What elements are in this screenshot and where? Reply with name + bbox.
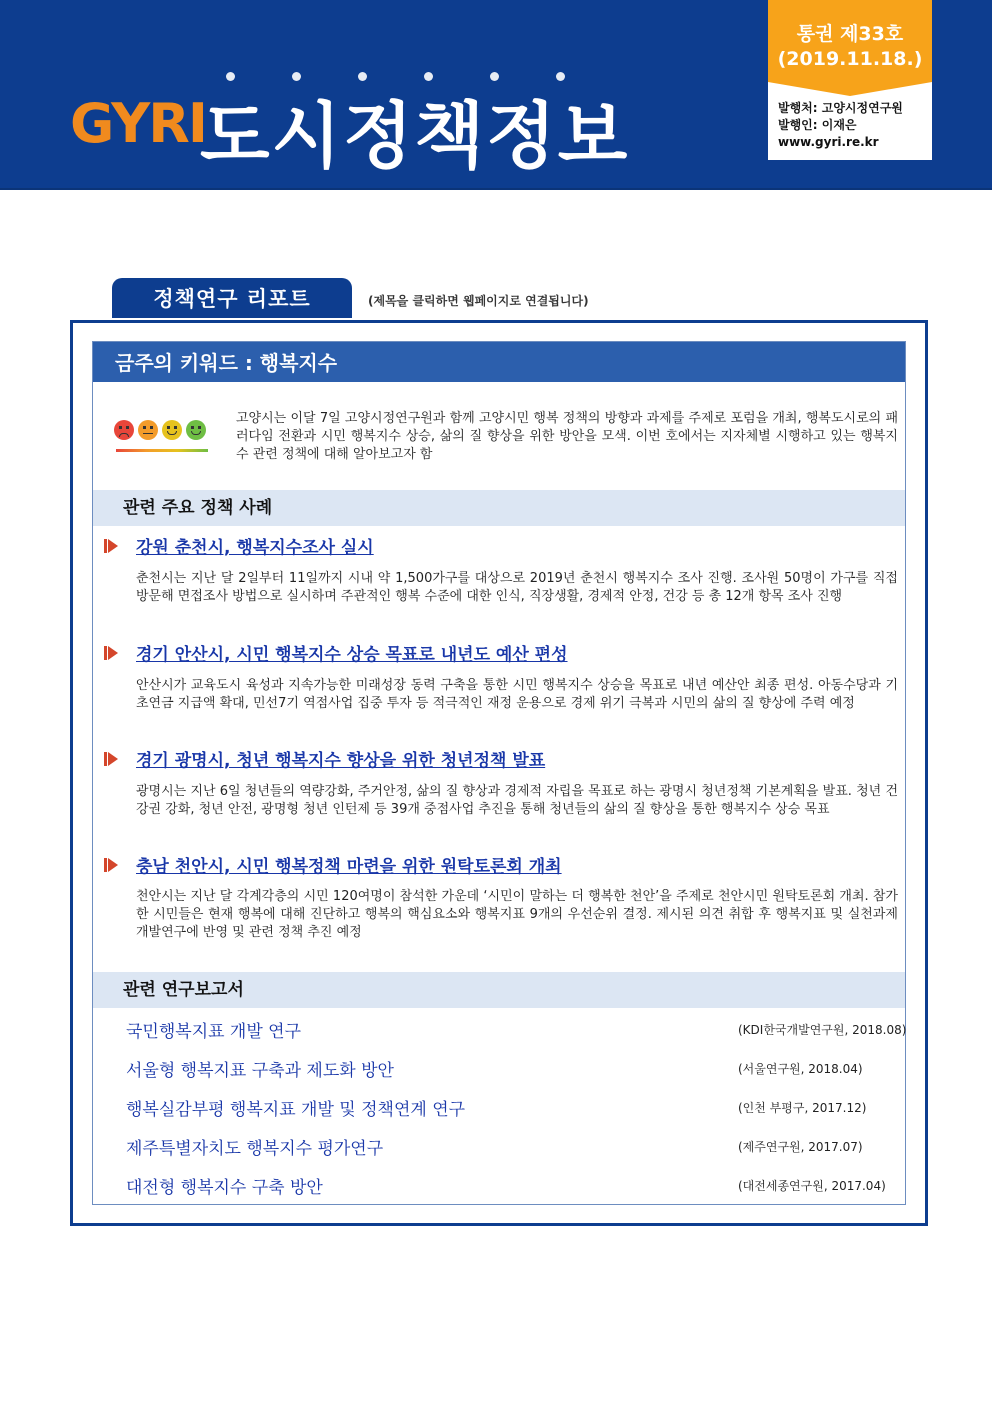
newsletter-title: 도시정책정보 <box>200 94 630 178</box>
happiness-scale-faces-icon <box>112 416 212 460</box>
publisher: 발행처: 고양시정연구원 <box>778 101 903 115</box>
report-title-link[interactable]: 대전형 행복지수 구축 방안 <box>126 1178 323 1198</box>
case-body: 광명시는 지난 6일 청년들의 역량강화, 주거안정, 삶의 질 향상과 경제적 자립을 목표로 하는 광명시 청년정책 기본계획을 발표. 청년 건강권 강화, 청년 안전, 광명형 청년 인턴제 등 39개 중점사업 추진을 통해 청년들의 삶의 질 향상을 통한 행복지수 상승 목표 <box>136 784 898 817</box>
keyword-intro: 고양시는 이달 7일 고양시정연구원과 함께 고양시민 행복 정책의 방향과 과제를 주제로 포럼을 개최, 행복도시로의 패러다임 전환과 시민 행복지수 상승, 삶의 질 향상을 위한 방안을 모색. 이번 호에서는 지자체별 시행하고 있는 행복지수 관련 정책에 대해 알아보고자 함 <box>236 411 898 462</box>
issue-volume: 통권 제33호 <box>796 23 904 45</box>
report-source: (인천 부평구, 2017.12) <box>738 1101 867 1115</box>
editor: 발행인: 이재은 <box>778 118 857 132</box>
keyword-heading: 금주의 키워드 : 행복지수 <box>93 342 905 382</box>
play-bullet-icon <box>104 538 120 554</box>
section-tab-policy-report: 정책연구 리포트 <box>112 278 352 318</box>
report-source: (제주연구원, 2017.07) <box>738 1140 863 1154</box>
case-body: 천안시는 지난 달 각계각층의 시민 120여명이 참석한 가운데 ‘시민이 말하는 더 행복한 천안’을 주제로 천안시민 원탁토론회 개최. 참가한 시민들은 현재 행복에 대해 진단하고 행복의 핵심요소와 행복지표 9개의 우선순위 결정. 제시된 의견 취합 후 행복지표 및 실천과제 개발연구에 반영 및 관련 정책 추진 예정 <box>136 889 898 940</box>
cases-heading: 관련 주요 정책 사례 <box>93 490 905 526</box>
case-title-link[interactable]: 강원 춘천시, 행복지수조사 실시 <box>136 538 374 558</box>
report-title-link[interactable]: 국민행복지표 개발 연구 <box>126 1022 302 1042</box>
case-title-link[interactable]: 충남 천안시, 시민 행복정책 마련을 위한 원탁토론회 개최 <box>136 857 562 877</box>
issue-date: (2019.11.18.) <box>777 48 923 70</box>
case-title-link[interactable]: 경기 광명시, 청년 행복지수 향상을 위한 청년정책 발표 <box>136 751 546 771</box>
gyri-logo: GYRI <box>70 92 206 155</box>
case-title-link[interactable]: 경기 안산시, 시민 행복지수 상승 목표로 내년도 예산 편성 <box>136 645 568 665</box>
issue-badge-point <box>768 82 932 96</box>
tab-note: (제목을 클릭하면 웹페이지로 연결됩니다) <box>368 294 589 308</box>
website-link[interactable]: www.gyri.re.kr <box>778 135 879 149</box>
play-bullet-icon <box>104 645 120 661</box>
publication-info <box>778 100 903 151</box>
report-source: (대전세종연구원, 2017.04) <box>738 1179 886 1193</box>
reports-heading: 관련 연구보고서 <box>93 972 905 1008</box>
report-title-link[interactable]: 행복실감부평 행복지표 개발 및 정책연계 연구 <box>126 1100 466 1120</box>
report-title-link[interactable]: 서울형 행복지표 구축과 제도화 방안 <box>126 1061 394 1081</box>
case-body: 안산시가 교육도시 육성과 지속가능한 미래성장 동력 구축을 통한 시민 행복지수 상승을 목표로 내년 예산안 최종 편성. 아동수당과 기초연금 지급액 확대, 민선7기 역점사업 집중 투자 등 적극적인 재정 운용으로 경제 위기 극복과 시민의 삶의 질 향상에 주력 예정 <box>136 678 898 711</box>
masthead-divider <box>0 188 992 190</box>
report-source: (서울연구원, 2018.04) <box>738 1062 863 1076</box>
case-body: 춘천시는 지난 달 2일부터 11일까지 시내 약 1,500가구를 대상으로 2019년 춘천시 행복지수 조사 진행. 조사원 50명이 가구를 직접 방문해 면접조사 방법으로 실시하며 주관적인 행복 수준에 대한 인식, 직장생활, 경제적 안정, 건강 등 총 12개 항목 조사 진행 <box>136 571 898 604</box>
issue-number <box>768 22 932 72</box>
play-bullet-icon <box>104 751 120 767</box>
play-bullet-icon <box>104 857 120 873</box>
report-source: (KDI한국개발연구원, 2018.08) <box>738 1023 907 1037</box>
report-title-link[interactable]: 제주특별자치도 행복지수 평가연구 <box>126 1139 384 1159</box>
